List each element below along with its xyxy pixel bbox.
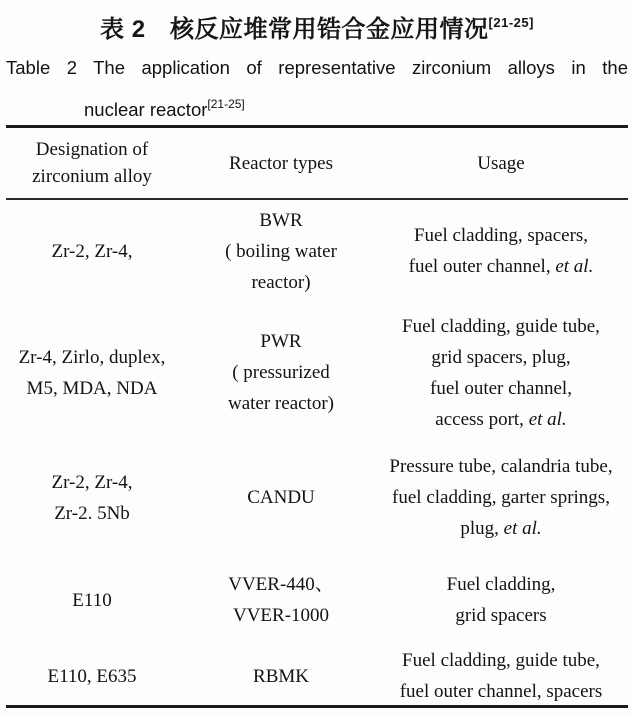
alloy-line: E110 [72,589,112,611]
header-designation-of-zirconium-alloy [6,128,178,198]
reactor-cell [178,443,384,553]
usage-line: plug, et al. [460,518,542,540]
reactor-line: VVER-1000 [232,605,330,627]
usage-line: Pressure tube, calandria tube, [389,456,613,478]
usage-line: Fuel cladding, guide tube, [402,315,600,337]
header-line: Usage [477,152,525,174]
alloy-cell [6,200,178,303]
reactor-line: RBMK [253,665,309,687]
usage-line: fuel outer channel, et al. [408,256,594,278]
usage-line: grid spacers [455,605,547,627]
header-line: Reactor types [229,152,333,174]
table-title-english-line2 [6,91,628,124]
alloy-line: M5, MDA, NDA [26,377,158,399]
data-table [6,125,628,708]
reactor-cell [178,200,384,303]
table-body [6,200,628,705]
usage-line: Fuel cladding, guide tube, [402,650,600,672]
alloy-line: Zr-2. 5Nb [54,502,130,524]
header-line: zirconium alloy [32,166,152,188]
citation-superscript: [21-25] [488,15,534,30]
usage-cell [384,443,628,553]
reactor-cell [178,648,384,705]
usage-cell [384,553,628,648]
header-line: Designation of [35,139,149,161]
header-reactor-types [178,128,384,198]
reactor-line: VVER-440、 [228,574,334,596]
alloy-cell [6,648,178,705]
usage-cell [384,648,628,705]
usage-line: fuel cladding, garter springs, [392,487,610,509]
alloy-line: Zr-2, Zr-4, [51,471,133,493]
table-row [6,648,628,705]
alloy-line: Zr-2, Zr-4, [51,240,133,262]
table-title-english [6,54,628,124]
usage-line: Fuel cladding, spacers, [413,225,589,247]
reactor-line: water reactor) [227,393,334,415]
reactor-line: ( pressurized [232,362,330,384]
reactor-line: CANDU [247,487,315,509]
table-row [6,553,628,648]
reactor-line: ( boiling water [225,240,337,262]
paper-page [0,9,634,716]
et-al-italic: et al. [503,518,542,540]
usage-line: access port, et al. [435,408,567,430]
table-title-chinese [6,9,628,45]
table-row [6,443,628,553]
usage-line: Fuel cladding, [446,574,556,596]
reactor-line: reactor) [251,271,311,293]
table-row [6,200,628,303]
table-title-english-line1: Table 2 The application of representative zirconium alloys in the [6,57,628,78]
usage-line: fuel outer channel, spacers [399,681,603,703]
table-row [6,303,628,443]
table-header-row [6,128,628,198]
et-al-italic: et al. [555,256,594,278]
et-al-italic: et al. [528,408,567,430]
citation-superscript: [21-25] [207,97,245,111]
alloy-cell [6,303,178,443]
table-title-english-line2-text: nuclear reactor [84,99,208,121]
alloy-cell [6,553,178,648]
reactor-line: PWR [260,331,302,353]
alloy-line: Zr-4, Zirlo, duplex, [18,346,166,368]
reactor-line: BWR [259,209,303,231]
usage-cell [384,200,628,303]
reactor-cell [178,553,384,648]
alloy-line: E110, E635 [47,665,137,687]
header-usage [384,128,628,198]
table-title-chinese-text: 表 2 核反应堆常用锆合金应用情况 [100,16,489,43]
alloy-cell [6,443,178,553]
usage-cell [384,303,628,443]
usage-line: fuel outer channel, [430,377,572,399]
usage-line: grid spacers, plug, [431,346,571,368]
reactor-cell [178,303,384,443]
